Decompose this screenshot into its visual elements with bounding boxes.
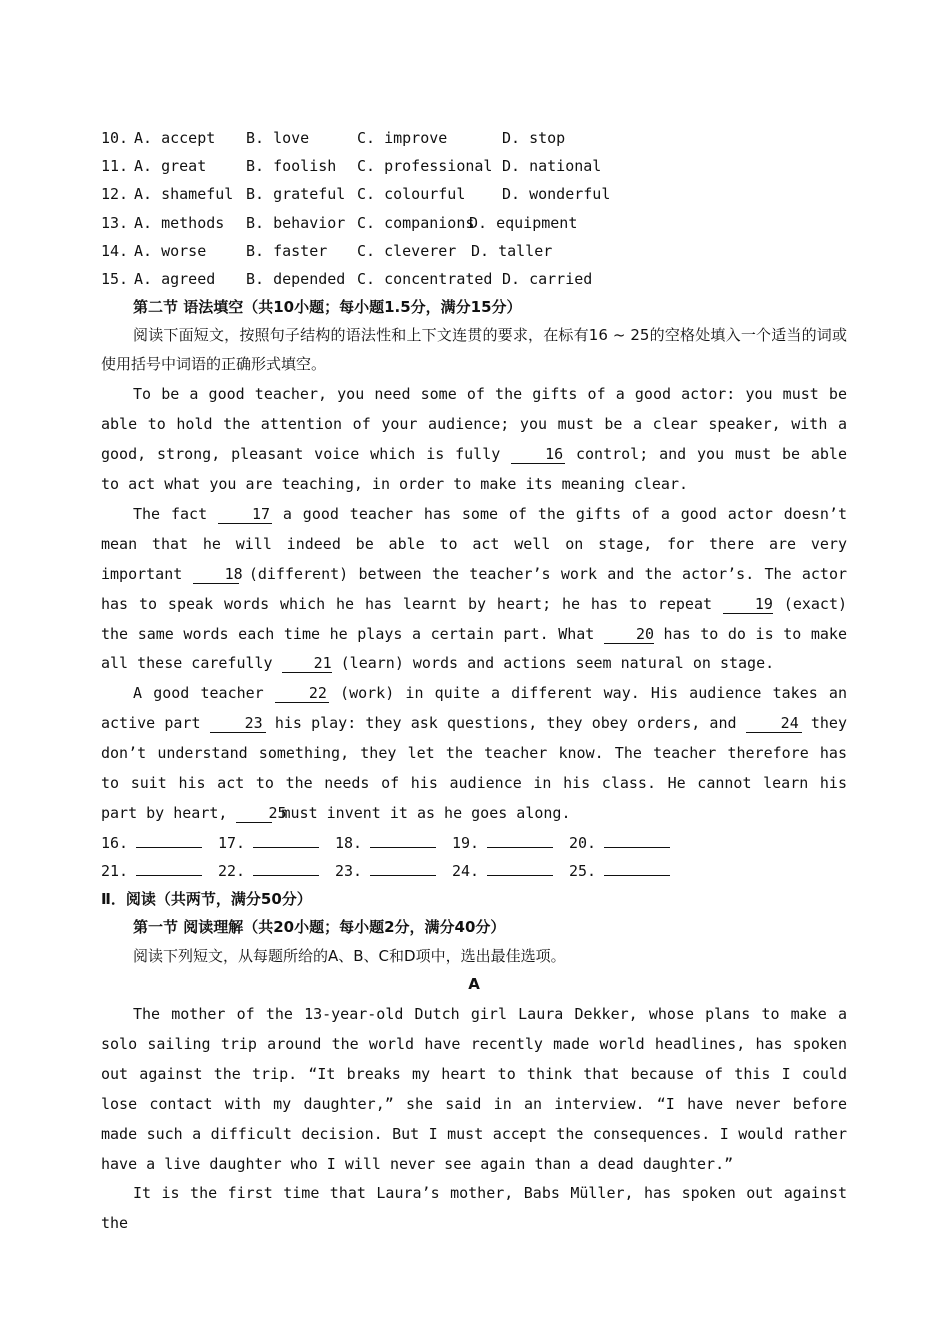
option-b: B. foolish: [246, 157, 337, 176]
option-b: B. behavior: [246, 213, 346, 232]
answer-slot: [218, 857, 335, 885]
question-number: 13.: [101, 213, 129, 232]
answer-number: 23.: [335, 862, 363, 881]
option-row: [101, 209, 847, 237]
answer-row: [101, 829, 847, 857]
answer-number: 20.: [569, 833, 597, 852]
answer-number: 17.: [218, 833, 246, 852]
option-b: B. grateful: [246, 185, 346, 204]
blank-19[interactable]: 19: [723, 595, 773, 614]
option-d: D. stop: [502, 129, 566, 147]
option-a: A. agreed: [134, 269, 216, 288]
answer-number: 18.: [335, 833, 363, 852]
answer-slot: [569, 857, 686, 885]
blank-18[interactable]: 18: [193, 565, 239, 584]
section-title: 第一节 阅读理解（共20小题；每小题2分，满分40分）: [133, 918, 506, 937]
option-c: C. improve: [357, 129, 448, 147]
answer-blank[interactable]: [253, 861, 319, 876]
reading-paragraph-2: It is the first time that Laura’s mother, Babs Müller, has spoken out against the: [101, 1184, 847, 1233]
option-row: [101, 237, 847, 265]
answer-slot: [335, 857, 452, 885]
answer-blank[interactable]: [604, 861, 670, 876]
answer-blank[interactable]: [253, 833, 319, 848]
option-c: C. concentrated: [357, 269, 493, 288]
answer-blank[interactable]: [487, 861, 553, 876]
answer-row: [101, 857, 847, 885]
answer-slot: [452, 857, 569, 885]
answer-number: 25.: [569, 862, 597, 881]
option-c: C. professional: [357, 157, 493, 176]
answer-number: 24.: [452, 862, 480, 881]
answer-blank[interactable]: [370, 833, 436, 848]
option-row: [101, 180, 847, 208]
answer-blank[interactable]: [604, 833, 670, 848]
answer-number: 16.: [101, 833, 129, 852]
option-a: A. methods: [134, 213, 225, 232]
option-a: A. worse: [134, 241, 207, 260]
option-list: [101, 124, 847, 293]
answer-number: 21.: [101, 862, 129, 881]
blank-24[interactable]: 24: [746, 714, 802, 733]
option-a: A. shameful: [134, 185, 234, 204]
answer-slot: [101, 857, 218, 885]
passage-paragraph-3: A good teacher 22 (work) in quite a different way. His audience takes an active part 23 his play: they ask questions, they obey orders, and 24 they don’t understand something, they let the teacher know. The teacher therefore has to suit his act to the needs of his audience in his class. He cannot learn his part by heart, 25 must invent it as he goes along.: [101, 684, 847, 822]
section-instruction: 阅读下列短文，从每题所给的A、B、C和D项中，选出最佳选项。: [133, 946, 566, 965]
blank-21[interactable]: 21: [282, 654, 332, 673]
option-c: C. companions: [357, 213, 475, 232]
answer-slot: [101, 829, 218, 857]
answer-slot: [335, 829, 452, 857]
answer-number: 22.: [218, 862, 246, 881]
option-b: B. love: [246, 129, 310, 147]
question-number: 12.: [101, 185, 129, 204]
option-c: C. colourful: [357, 185, 466, 204]
option-row: [101, 124, 847, 152]
blank-20[interactable]: 20: [604, 625, 654, 644]
blank-17[interactable]: 17: [218, 505, 272, 524]
option-d: D. wonderful: [502, 185, 611, 204]
reading-passage: [101, 1000, 847, 1239]
question-number: 11.: [101, 157, 129, 176]
document-page: [101, 124, 847, 1239]
option-d: D. national: [502, 157, 602, 176]
part-title: Ⅱ．阅读（共两节，满分50分）: [101, 890, 312, 909]
option-d: D. equipment: [469, 213, 578, 232]
option-d: D. taller: [471, 241, 553, 260]
question-number: 10.: [101, 129, 129, 147]
answer-slot: [569, 829, 686, 857]
blank-22[interactable]: 22: [275, 684, 329, 703]
blank-16[interactable]: 16: [511, 445, 565, 464]
blank-23[interactable]: 23: [210, 714, 266, 733]
passage-label: A: [468, 974, 480, 993]
question-number: 15.: [101, 269, 129, 288]
option-c: C. cleverer: [357, 241, 457, 260]
section-instruction: 阅读下面短文，按照句子结构的语法性和上下文连贯的要求，在标有16 ~ 25的空格处填入一个适当的词或使用括号中词语的正确形式填空。: [101, 326, 847, 374]
answer-number: 19.: [452, 833, 480, 852]
answer-blank[interactable]: [487, 833, 553, 848]
grammar-passage: [101, 380, 847, 829]
option-b: B. depended: [246, 269, 346, 288]
option-row: [101, 265, 847, 293]
option-a: A. great: [134, 157, 207, 176]
answer-slot: [218, 829, 335, 857]
section-title: 第二节 语法填空（共10小题；每小题1.5分，满分15分）: [133, 298, 522, 317]
answer-grid: [101, 829, 847, 885]
answer-blank[interactable]: [136, 833, 202, 848]
reading-paragraph-1: The mother of the 13-year-old Dutch girl Laura Dekker, whose plans to make a solo sailing trip around the world have recently made world headlines, has spoken out against the trip. “It breaks my heart to think that because of this I could lose contact with my daughter,” she said in an interview. “I have never before made such a difficult decision. But I must accept the consequences. I would rather have a live daughter who I will never see again than a dead daughter.”: [101, 1005, 847, 1173]
answer-blank[interactable]: [136, 861, 202, 876]
option-row: [101, 152, 847, 180]
answer-slot: [452, 829, 569, 857]
passage-paragraph-1: To be a good teacher, you need some of the gifts of a good actor: you must be able to hold the attention of your audience; you must be a clear speaker, with a good, strong, pleasant voice which is fully 16 control; and you must be able to act what you are teaching, in order to make its meaning clear.: [101, 385, 847, 494]
option-d: D. carried: [502, 269, 593, 288]
answer-blank[interactable]: [370, 861, 436, 876]
question-number: 14.: [101, 241, 129, 260]
blank-25[interactable]: 25: [236, 804, 272, 823]
option-a: A. accept: [134, 129, 216, 147]
option-b: B. faster: [246, 241, 328, 260]
passage-paragraph-2: The fact 17 a good teacher has some of the gifts of a good actor doesn’t mean that he will indeed be able to act well on stage, for there are very important 18 (different) between the teacher’s work and the actor’s. The actor has to speak words which he has learnt by heart; he has to repeat 19 (exact) the same words each time he plays a certain part. What 20 has to do is to make all these carefully 21 (learn) words and actions seem natural on stage.: [101, 504, 848, 673]
